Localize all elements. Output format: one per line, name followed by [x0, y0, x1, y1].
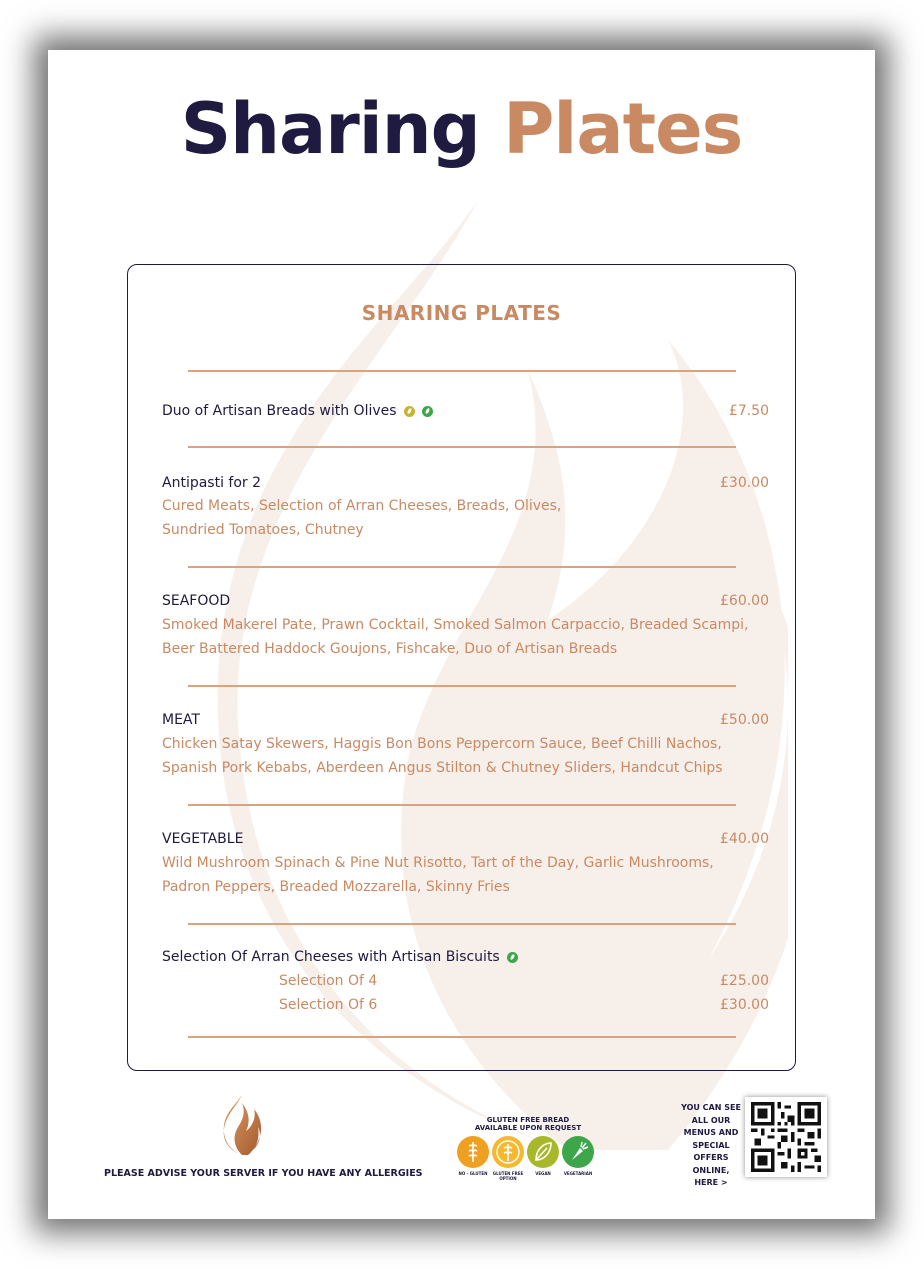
- divider: [188, 685, 736, 687]
- menu-option-price: £25.00: [720, 973, 769, 989]
- vegetarian-carrot-icon: [562, 1136, 594, 1168]
- online-note-line: SPECIAL: [692, 1140, 730, 1150]
- page-title-word-2: Plates: [503, 88, 743, 170]
- legend-label: VEGAN: [535, 1171, 551, 1176]
- menu-item-name: MEAT: [162, 712, 200, 728]
- menu-option-price: £30.00: [720, 997, 769, 1013]
- menu-item-description: [162, 613, 749, 661]
- menu-item-description-line: Padron Peppers, Breaded Mozzarella, Skinny Fries: [162, 879, 510, 895]
- divider: [188, 566, 736, 568]
- menu-item-description: [162, 494, 561, 542]
- menu-item-title: Duo of Artisan Breads with Olives: [162, 403, 397, 419]
- menu-option-name: Selection Of 6: [279, 997, 378, 1013]
- menu-item-description: [162, 732, 723, 780]
- flame-logo-icon: [220, 1095, 264, 1155]
- menu-page: [48, 50, 875, 1219]
- menu-item-description-line: Smoked Makerel Pate, Prawn Cocktail, Smoked Salmon Carpaccio, Breaded Scampi,: [162, 617, 749, 633]
- legend-title-line: GLUTEN FREE BREAD: [486, 1116, 570, 1124]
- menu-item-price: £60.00: [720, 593, 769, 609]
- dietary-legend: [453, 1116, 603, 1181]
- allergy-note: PLEASE ADVISE YOUR SERVER IF YOU HAVE ANY ALLERGIES: [104, 1168, 423, 1179]
- legend-label: NO - GLUTEN: [458, 1171, 488, 1176]
- online-note-line: YOU CAN SEE: [681, 1103, 741, 1112]
- online-note-line: ALL OUR: [691, 1115, 731, 1125]
- menu-item-price: £50.00: [720, 712, 769, 728]
- legend-title: [453, 1116, 603, 1132]
- vegan-leaf-icon: [527, 1136, 559, 1168]
- menu-item-description-line: Cured Meats, Selection of Arran Cheeses, Breads, Olives,: [162, 498, 562, 514]
- menu-item-title: Selection Of Arran Cheeses with Artisan Biscuits: [162, 949, 500, 965]
- menu-item-name: [162, 949, 518, 965]
- vegetarian-icon: [507, 952, 518, 963]
- page-title: [48, 88, 875, 170]
- no-gluten-icon: [457, 1136, 489, 1168]
- divider: [188, 923, 736, 925]
- menu-item-name: Antipasti for 2: [162, 475, 262, 491]
- menu-item-description: [162, 851, 714, 899]
- menu-item-name: [162, 403, 433, 419]
- legend-label: VEGETARIAN: [563, 1171, 593, 1176]
- legend-item: [562, 1136, 594, 1181]
- menu-item-price: £7.50: [728, 403, 769, 419]
- menu-option-name: Selection Of 4: [279, 973, 378, 989]
- menu-box: [127, 264, 796, 1071]
- vegan-icon: [422, 406, 433, 417]
- online-note-line: OFFERS ONLINE,: [692, 1153, 730, 1175]
- legend-item: [492, 1136, 524, 1181]
- qr-code-icon: [750, 1102, 822, 1172]
- divider: [188, 370, 736, 372]
- online-menus-note: [678, 1102, 744, 1190]
- menu-item-price: £30.00: [720, 475, 769, 491]
- menu-item-description-line: Beer Battered Haddock Goujons, Fishcake, Duo of Artisan Breads: [162, 641, 618, 657]
- gluten-free-option-icon: [492, 1136, 524, 1168]
- menu-item-name: SEAFOOD: [162, 593, 231, 609]
- legend-label: GLUTEN FREE OPTION: [492, 1171, 524, 1181]
- menu-item-name: VEGETABLE: [162, 831, 244, 847]
- legend-title-line: AVAILABLE UPON REQUEST: [474, 1124, 582, 1132]
- menu-item-price: £40.00: [720, 831, 769, 847]
- divider: [188, 446, 736, 448]
- legend-item: [527, 1136, 559, 1181]
- divider: [188, 1036, 736, 1038]
- online-note-line: MENUS AND: [683, 1128, 739, 1137]
- menu-item-description-line: Chicken Satay Skewers, Haggis Bon Bons Peppercorn Sauce, Beef Chilli Nachos,: [162, 736, 722, 752]
- divider: [188, 804, 736, 806]
- menu-item-description-line: Wild Mushroom Spinach & Pine Nut Risotto, Tart of the Day, Garlic Mushrooms,: [162, 855, 714, 871]
- menu-item-description-line: Spanish Pork Kebabs, Aberdeen Angus Stilton & Chutney Sliders, Handcut Chips: [162, 760, 723, 776]
- page-title-word-1: Sharing: [180, 88, 480, 170]
- section-heading: SHARING PLATES: [361, 301, 562, 325]
- menu-item-description-line: Sundried Tomatoes, Chutney: [162, 522, 364, 538]
- legend-item: [457, 1136, 489, 1181]
- qr-code[interactable]: [745, 1097, 827, 1177]
- gluten-free-icon: [404, 406, 415, 417]
- online-note-line: HERE >: [694, 1178, 728, 1187]
